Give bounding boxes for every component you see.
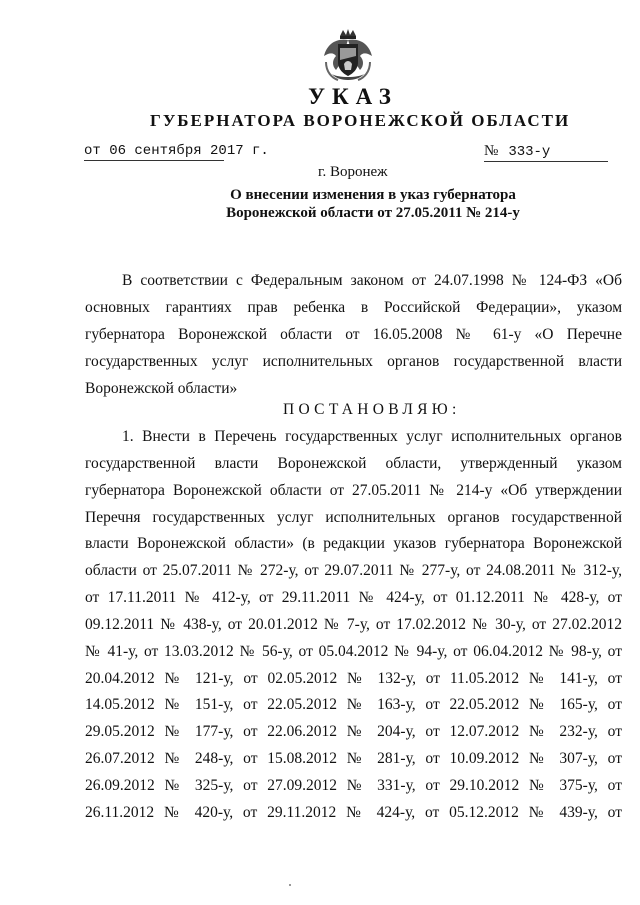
paragraph-line: губернатора Воронежской области от 27.05.2011 № 214-у «Об утверждении <box>85 481 622 499</box>
paragraph-line: 26.07.2012 № 248-у, от 15.08.2012 № 281-у, от 10.09.2012 № 307-у, от <box>85 750 622 768</box>
paragraph-line: 26.11.2012 № 420-у, от 29.11.2012 № 424-у, от 05.12.2012 № 439-у, от <box>85 803 622 821</box>
decree-date: от 06 сентября 2017 г. <box>84 143 269 159</box>
scan-speck <box>289 884 291 886</box>
paragraph-line: 20.04.2012 № 121-у, от 02.05.2012 № 132-у, от 11.05.2012 № 141-у, от <box>85 669 622 687</box>
preamble-line: Воронежской области» <box>85 379 238 397</box>
decree-word: ПОСТАНОВЛЯЮ: <box>283 401 461 418</box>
paragraph-line: Перечня государственных услуг исполнительных органов государственной <box>85 508 622 526</box>
preamble-line: губернатора Воронежской области от 16.05.2008 № 61-у «О Перечне <box>85 325 622 343</box>
preamble-line: В соответствии с Федеральным законом от 24.07.1998 № 124-ФЗ «Об <box>122 272 622 289</box>
preamble <box>85 268 622 403</box>
paragraph-1 <box>85 424 622 827</box>
paragraph-line: государственной власти Воронежской области, утвержденный указом <box>85 454 622 472</box>
paragraph-line: 14.05.2012 № 151-у, от 22.05.2012 № 163-у, от 22.05.2012 № 165-у, от <box>85 696 622 714</box>
paragraph-line: от 17.11.2011 № 412-у, от 29.11.2011 № 424-у, от 01.12.2011 № 428-у, от <box>85 589 622 607</box>
heading-line: О внесении изменения в указ губернатора <box>230 187 516 203</box>
number-sign: № <box>484 143 499 159</box>
paragraph-line: области от 25.07.2011 № 272-у, от 29.07.2011 № 277-у, от 24.08.2011 № 312-у, <box>85 562 622 580</box>
preamble-line: государственных услуг исполнительных органов государственной власти <box>85 352 622 370</box>
decree-number: 333-у <box>508 144 551 160</box>
decree-heading <box>200 186 546 222</box>
paragraph-line: 26.09.2012 № 325-у, от 27.09.2012 № 331-у, от 29.10.2012 № 375-у, от <box>85 776 622 794</box>
paragraph-line: № 41-у, от 13.03.2012 № 56-у, от 05.04.2012 № 94-у, от 06.04.2012 № 98-у, от <box>85 642 622 660</box>
paragraph-line: 1. Внести в Перечень государственных услуг исполнительных органов <box>122 428 622 445</box>
heading-line: Воронежской области от 27.05.2011 № 214-у <box>226 205 520 221</box>
document-subtitle: ГУБЕРНАТОРА ВОРОНЕЖСКОЙ ОБЛАСТИ <box>150 111 571 130</box>
document-title: УКАЗ <box>308 84 398 109</box>
paragraph-line: власти Воронежской области» (в редакции указов губернатора Воронежской <box>85 535 622 553</box>
coat-of-arms-emblem <box>318 26 378 86</box>
preamble-line: основных гарантиях прав ребенка в Российской Федерации», указом <box>85 298 622 316</box>
decree-number-field <box>484 143 608 162</box>
paragraph-line: 09.12.2011 № 438-у, от 20.01.2012 № 7-у, от 17.02.2012 № 30-у, от 27.02.2012 <box>85 615 622 633</box>
paragraph-line: 29.05.2012 № 177-у, от 22.06.2012 № 204-у, от 12.07.2012 № 232-у, от <box>85 723 622 741</box>
city-label: г. Воронеж <box>318 164 388 180</box>
